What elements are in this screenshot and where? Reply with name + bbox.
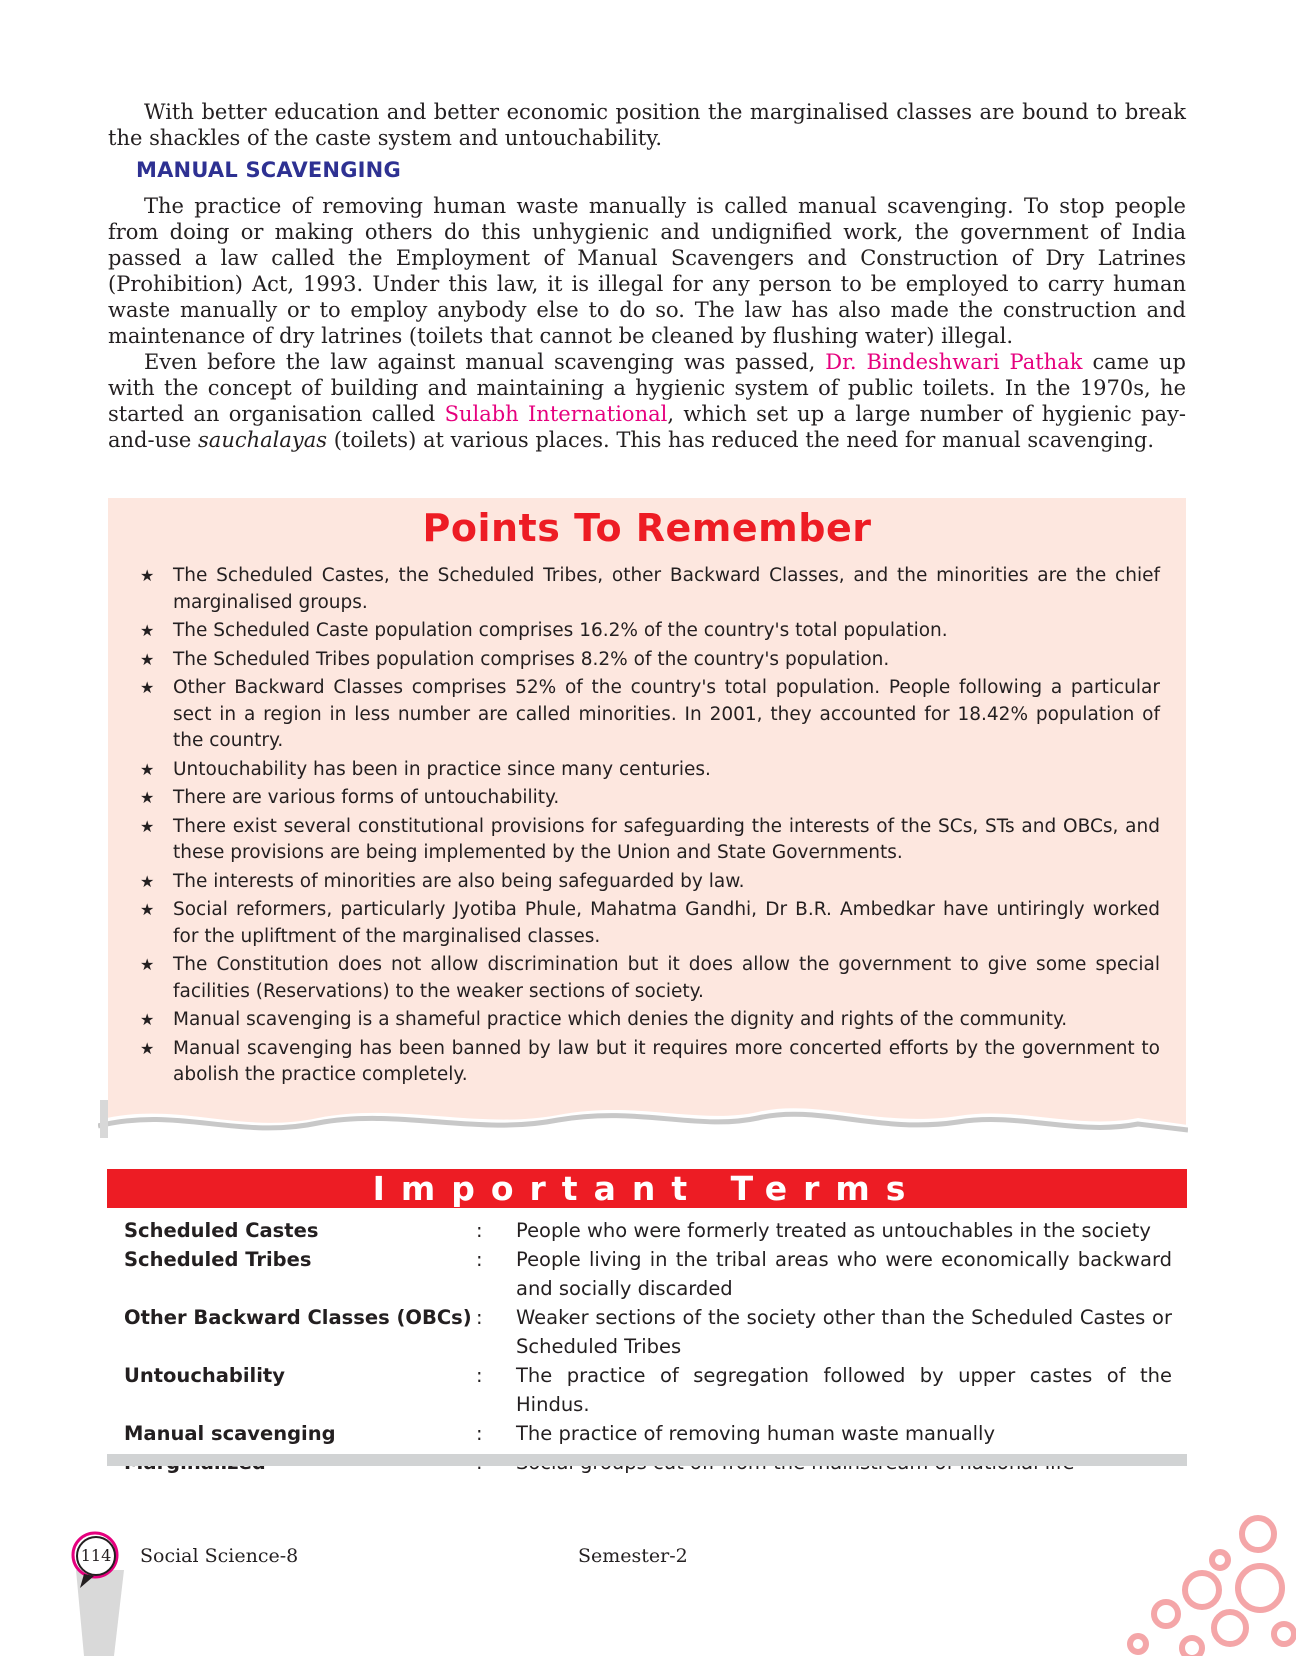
term-name: Scheduled Castes — [124, 1219, 319, 1242]
section-body — [108, 193, 1186, 453]
star-icon: ★ — [140, 1010, 155, 1029]
term-row — [124, 1245, 1172, 1303]
term-separator: : — [476, 1219, 483, 1242]
term-definition: People who were formerly treated as untouchables in the society — [516, 1219, 1151, 1242]
terms-bottom-divider — [107, 1454, 1187, 1466]
star-icon: ★ — [140, 1038, 155, 1058]
star-icon: ★ — [140, 788, 155, 807]
star-icon: ★ — [140, 759, 155, 779]
term-name: Untouchability — [124, 1364, 285, 1387]
paragraph-2: Even before the law against manual scavenging was passed, Dr. Bindeshwari Pathak came up with the concept of building and maintaining a hygienic system of public toilets. In the 1970s, he started an organisation called Sulabh International, which set up a large number of hygienic pay-and-use sauchalayas (toilets) at various places. This has reduced the need for manual scavenging. — [108, 350, 1186, 452]
star-icon: ★ — [140, 900, 155, 919]
list-item: ★ The interests of minorities are also being safeguarded by law. — [140, 869, 1160, 896]
list-item: ★ The Constitution does not allow discrimination but it does allow the government to give some special facilities (Reservations) to the weaker sections of society. — [140, 954, 1160, 1002]
list-item: ★ Social reformers, particularly Jyotiba Phule, Mahatma Gandhi, Dr B.R. Ambedkar have untiringly worked for the upliftment of the marginalised classes. — [140, 899, 1160, 947]
list-item: ★ Untouchability has been in practice since many centuries. — [140, 757, 1160, 784]
star-icon: ★ — [140, 566, 155, 585]
star-icon: ★ — [140, 621, 155, 640]
term-name: Other Backward Classes (OBCs) — [124, 1306, 472, 1329]
star-icon: ★ — [140, 955, 155, 974]
paragraph-1: The practice of removing human waste manually is called manual scavenging. To stop people from doing or making others do this unhygienic and undignified work, the government of India passed a law called the Employment of Manual Scavengers and Construction of Dry Latrines (Prohibition) Act, 1993. Under this law, it is illegal for any person to be employed to carry human waste manually or to employ anybody else to do so. The law has also made the construction and maintenance of dry latrines (toilets that cannot be cleaned by flushing water) illegal. — [108, 194, 1186, 348]
term-row — [124, 1216, 1172, 1245]
list-item: ★ The Scheduled Castes, the Scheduled Tribes, other Backward Classes, and the minorities are the chief marginalised groups. — [140, 565, 1160, 613]
list-item: ★ The Scheduled Tribes population comprises 8.2% of the country's population. — [140, 647, 1160, 674]
star-icon: ★ — [140, 649, 155, 669]
list-item: ★ Manual scavenging has been banned by law but it requires more concerted efforts by the government to abolish the practice completely. — [140, 1037, 1160, 1085]
term-separator: : — [476, 1306, 483, 1329]
page-number: 114 — [76, 1536, 116, 1576]
terms-table — [124, 1216, 1172, 1477]
term-definition: Weaker sections of the society other than the Scheduled Castes or Scheduled Tribes — [516, 1306, 1172, 1358]
intro-paragraph: With better education and better economic position the marginalised classes are bound to break the shackles of the caste system and untouchability. — [108, 100, 1186, 150]
star-icon: ★ — [140, 678, 155, 697]
list-item: ★ Manual scavenging is a shameful practice which denies the dignity and rights of the community. — [140, 1007, 1160, 1034]
term-name: Scheduled Tribes — [124, 1248, 312, 1271]
term-definition: The practice of removing human waste manually — [516, 1422, 996, 1445]
highlight-organisation: Sulabh International — [444, 402, 668, 426]
torn-paper-edge — [98, 1090, 1188, 1150]
term-row — [124, 1303, 1172, 1361]
section-heading: MANUAL SCAVENGING — [136, 158, 401, 182]
term-separator: : — [476, 1364, 483, 1387]
term-name: Manual scavenging — [124, 1422, 336, 1445]
term-definition: People living in the tribal areas who were economically backward and socially discarded — [516, 1248, 1172, 1300]
term-separator: : — [476, 1422, 483, 1445]
star-icon: ★ — [140, 871, 155, 891]
star-icon: ★ — [140, 816, 155, 836]
list-item: ★ There exist several constitutional provisions for safeguarding the interests of the SCs, STs and OBCs, and these provisions are being implemented by the Union and State Governments. — [140, 815, 1160, 863]
term-row — [124, 1361, 1172, 1419]
points-to-remember-title: Points To Remember — [422, 506, 872, 550]
points-list — [140, 563, 1160, 1091]
highlight-name: Dr. Bindeshwari Pathak — [825, 350, 1083, 374]
list-item: ★ Other Backward Classes comprises 52% of the country's total population. People following a particular sect in a region in less number are called minorities. In 2001, they accounted for 18.42% population of the country. — [140, 677, 1160, 751]
list-item: ★ The Scheduled Caste population comprises 16.2% of the country's total population. — [140, 618, 1160, 645]
semester-label: Semester-2 — [578, 1545, 688, 1567]
term-row — [124, 1419, 1172, 1448]
decorative-circles — [1120, 1510, 1296, 1656]
important-terms-title: Important Terms — [107, 1169, 1187, 1208]
term-separator: : — [476, 1248, 483, 1271]
list-item: ★ There are various forms of untouchability. — [140, 785, 1160, 812]
term-definition: The practice of segregation followed by upper castes of the Hindus. — [516, 1364, 1172, 1416]
book-title: Social Science-8 — [140, 1545, 299, 1567]
